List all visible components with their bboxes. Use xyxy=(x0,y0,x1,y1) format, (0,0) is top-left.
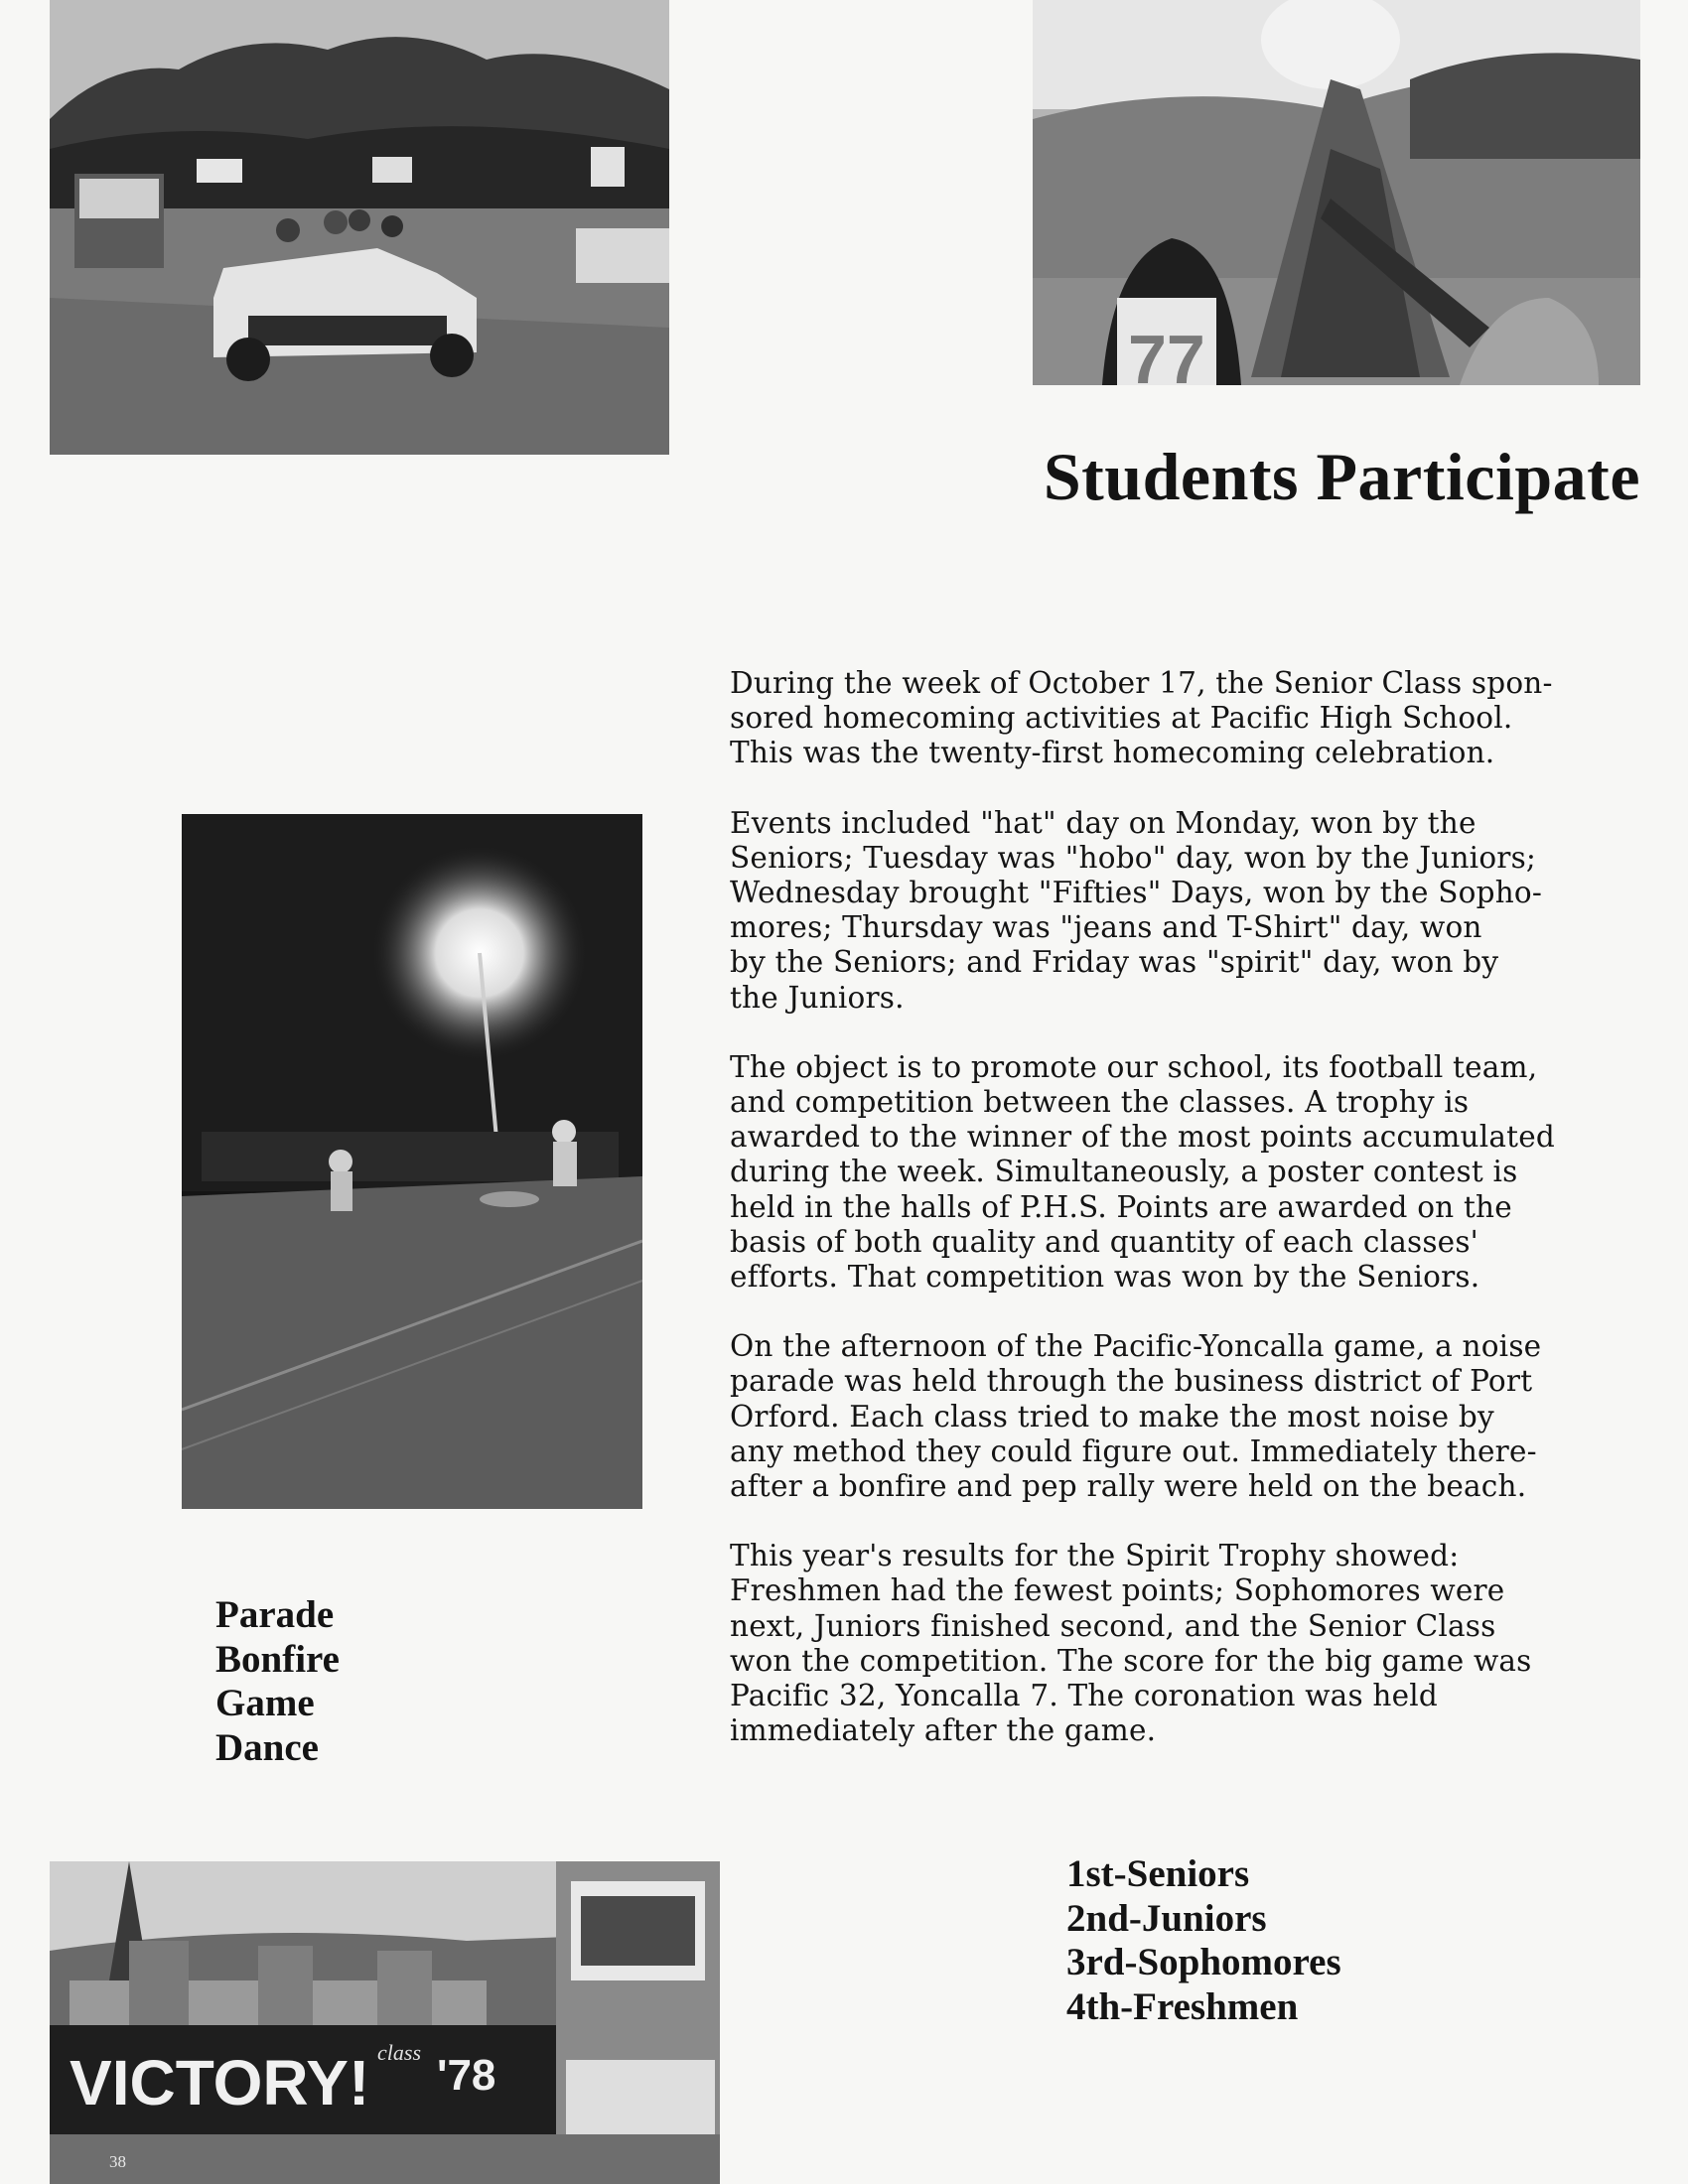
jersey-number: 77 xyxy=(1128,321,1205,385)
bonfire-photo xyxy=(1033,0,1640,385)
paragraph: On the afternoon of the Pacific-Yoncalla game, a noise parade was held through the business district of Port Orford. Each class tried to make the most noise by any method they could figure out. Immediately there- after a bonfire and pep rally were held on the beach. xyxy=(730,1329,1542,1504)
events-list xyxy=(215,1593,340,1770)
banner-year: '78 xyxy=(437,2051,496,2100)
banner-word: VICTORY! xyxy=(70,2047,370,2118)
list-item: Parade xyxy=(215,1593,335,1636)
paragraph: Events included "hat" day on Monday, won by the Seniors; Tuesday was "hobo" day, won by the Juniors; Wednesday brought "Fifties" Days, won by the Sopho- mores; Thursday was "jeans and T-Shirt" day, won by the Seniors; and Friday was "spirit" day, won by the Juniors. xyxy=(730,805,1543,1015)
paragraph: The object is to promote our school, its football team, and competition between the classes. A trophy is awarded to the winner of the most points accumulated during the week. Simultaneously, a poster contest is held in the halls of P.H.S. Points are awarded on the basis of both quality and quantity of each classes' efforts. That competition was won by the Seniors. xyxy=(730,1049,1555,1295)
page-number: 38 xyxy=(109,2152,126,2171)
list-item: Bonfire xyxy=(215,1637,340,1681)
banner-class: class xyxy=(377,2040,421,2065)
paragraph: During the week of October 17, the Senior Class spon- sored homecoming activities at Pacific High School. This was the twenty-first homecoming celebration. xyxy=(730,666,1553,770)
parade-photo xyxy=(50,0,669,455)
list-item: 4th-Freshmen xyxy=(1066,1984,1299,2028)
article-body xyxy=(730,666,1604,1783)
list-item: Dance xyxy=(215,1725,319,1769)
paragraph: This year's results for the Spirit Trophy showed: Freshmen had the fewest points; Sophomores were next, Juniors finished second, and the Senior Class won the competition. The score for the big game was Pacific 32, Yoncalla 7. The coronation was held immediately after the game. xyxy=(730,1539,1532,1748)
standings-list xyxy=(1066,1852,1341,2029)
list-item: Game xyxy=(215,1682,315,1724)
float-photo xyxy=(50,1861,720,2184)
list-item: 1st-Seniors xyxy=(1066,1852,1250,1895)
list-item: 3rd-Sophomores xyxy=(1066,1941,1341,1983)
page-title: Students Participate xyxy=(1043,439,1640,514)
night-game-photo xyxy=(182,814,642,1509)
list-item: 2nd-Juniors xyxy=(1066,1896,1267,1940)
